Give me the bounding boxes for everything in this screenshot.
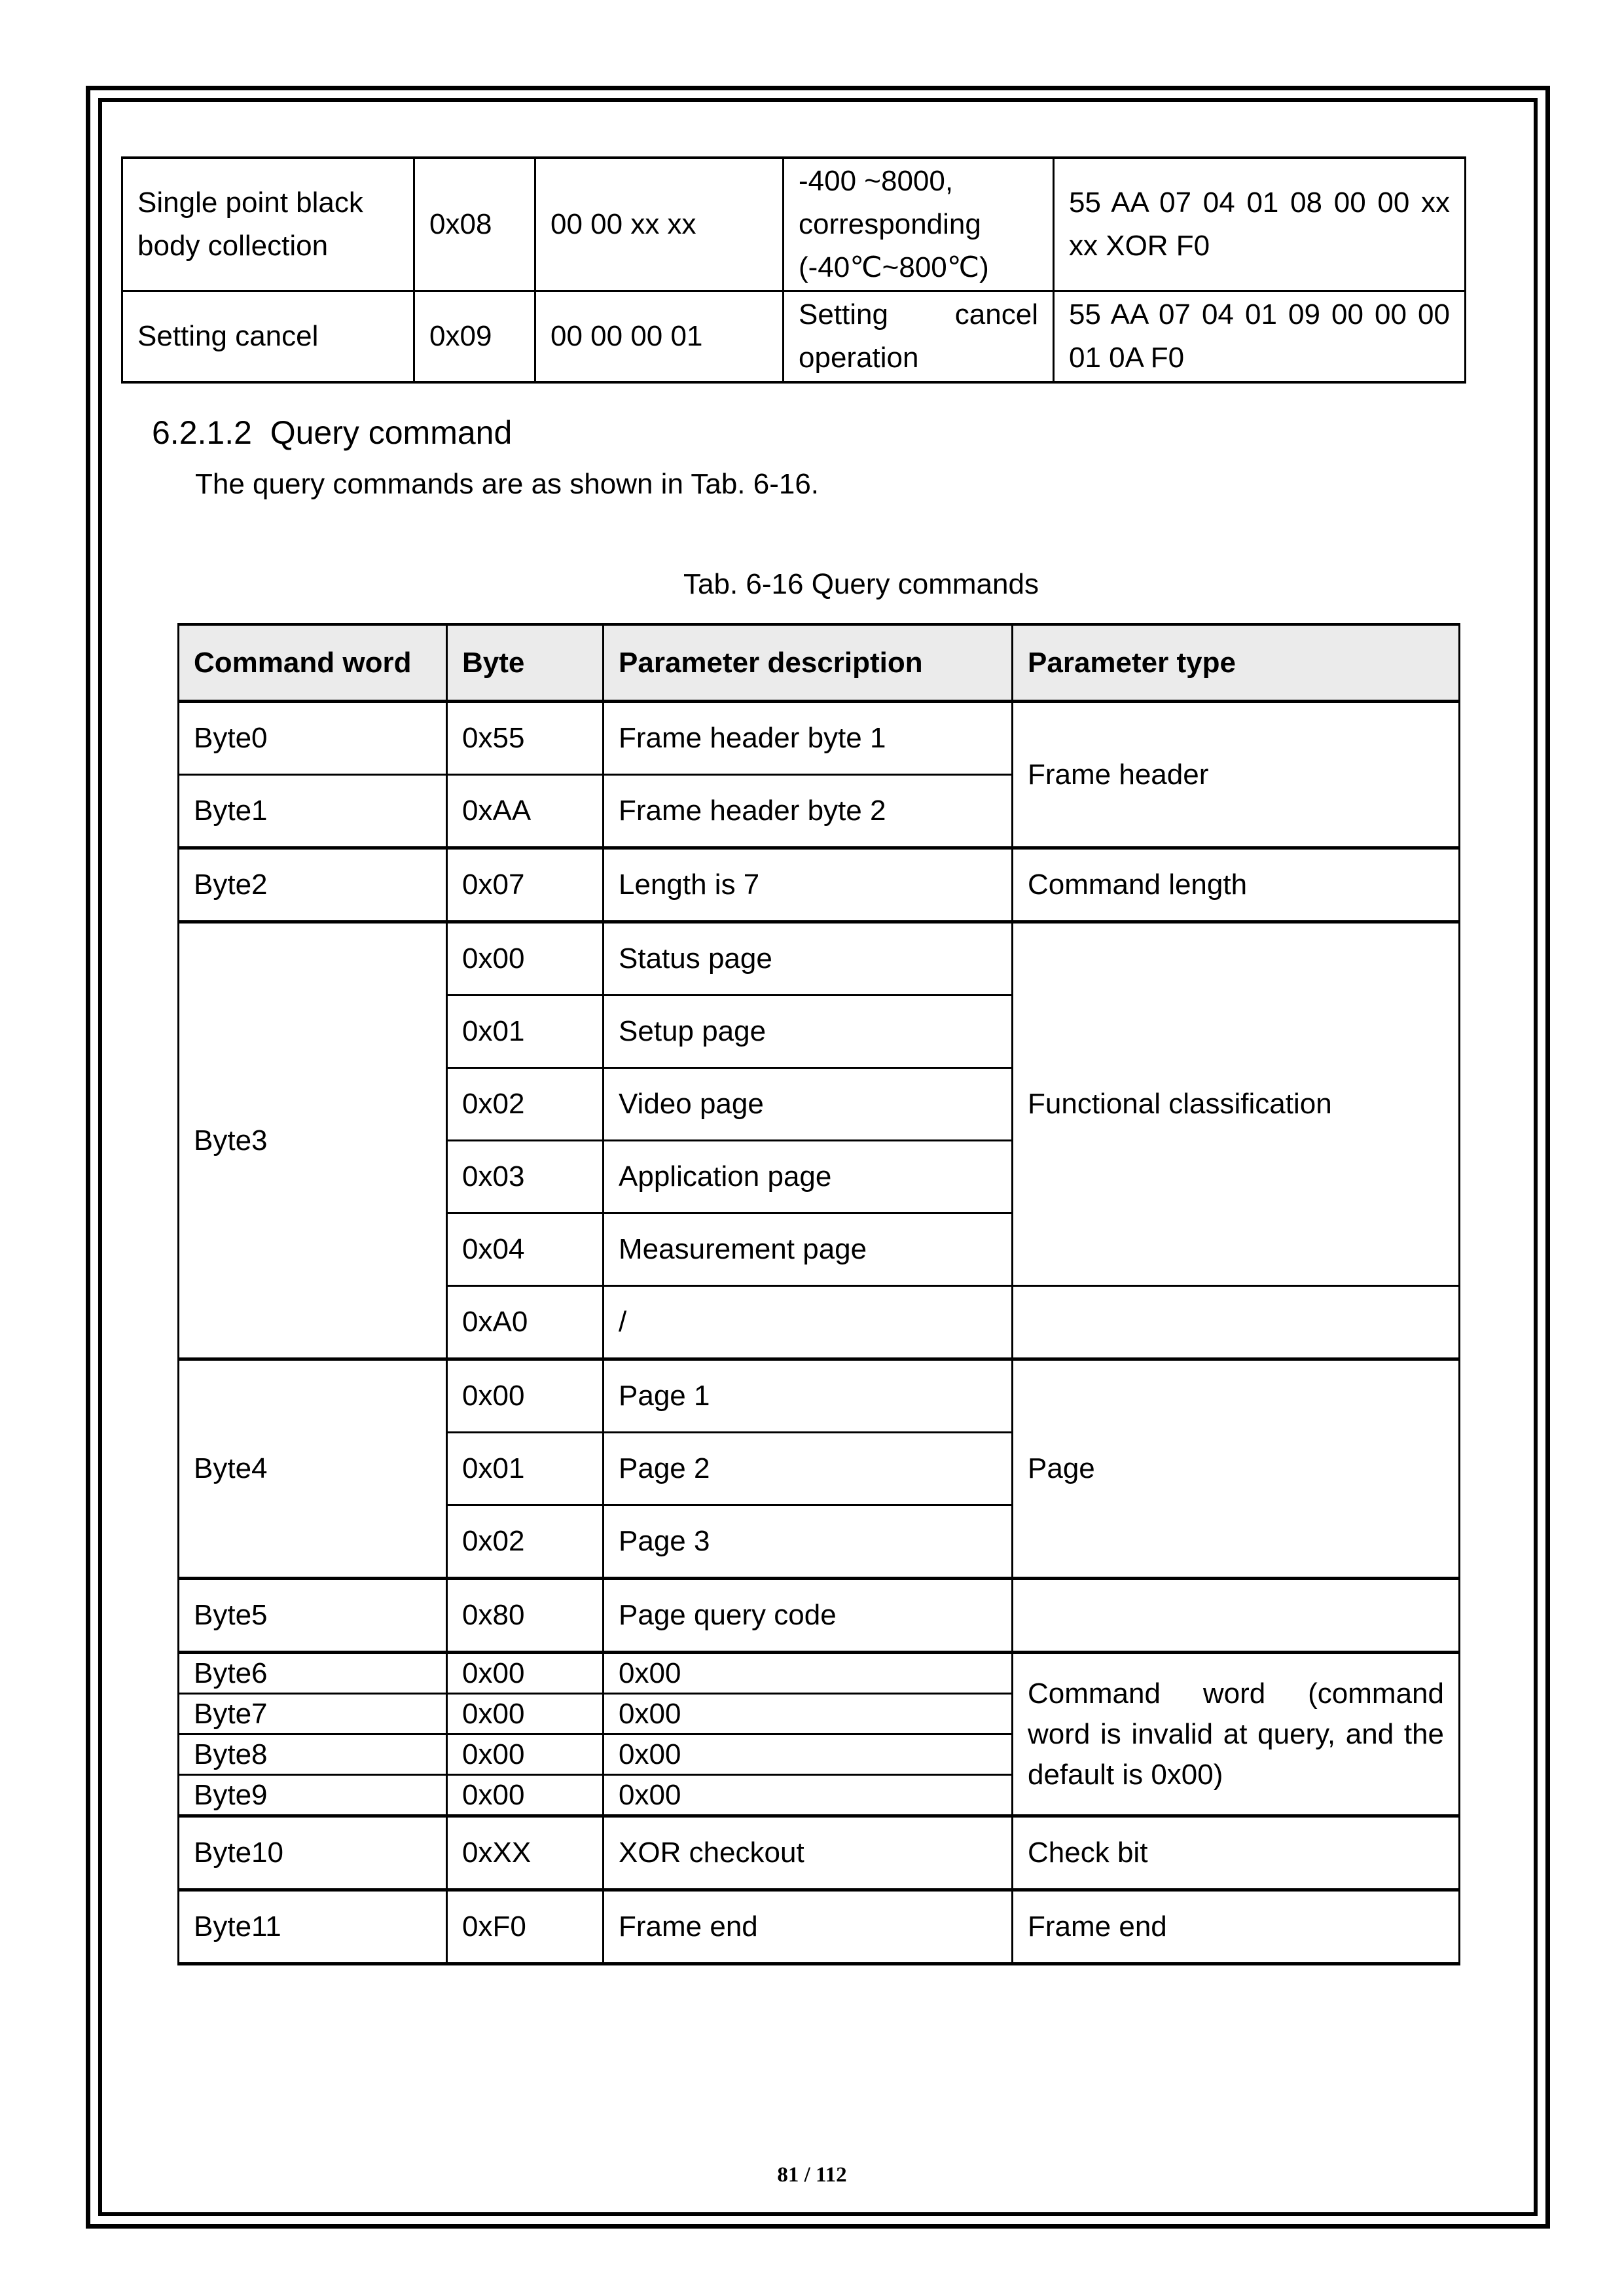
query-commands-table — [177, 623, 1460, 1965]
command-word: Byte2 — [179, 848, 447, 922]
parameter-description: Video page — [604, 1068, 1013, 1141]
byte-value: 0x00 — [447, 1359, 604, 1433]
command-data: 00 00 xx xx — [535, 158, 784, 291]
table-row — [179, 1579, 1460, 1653]
parameter-description: / — [604, 1286, 1013, 1359]
header-command-word: Command word — [179, 624, 447, 702]
table-row — [179, 1359, 1460, 1433]
parameter-type — [1013, 1579, 1460, 1653]
section-number: 6.2.1.2 — [152, 414, 252, 451]
section-body: The query commands are as shown in Tab. 6-16. — [195, 468, 820, 500]
parameter-type: Functional classification — [1013, 922, 1460, 1286]
command-word: Byte10 — [179, 1816, 447, 1890]
command-word: Byte11 — [179, 1890, 447, 1964]
parameter-description: 0x00 — [604, 1734, 1013, 1775]
setting-commands-table-continued — [121, 156, 1466, 384]
table-caption: Tab. 6-16 Query commands — [683, 568, 1039, 600]
parameter-description: Frame end — [604, 1890, 1013, 1964]
command-word: Byte3 — [179, 922, 447, 1359]
byte-value: 0x02 — [447, 1068, 604, 1141]
command-word: Byte8 — [179, 1734, 447, 1775]
section-heading — [152, 414, 512, 452]
parameter-type: Command length — [1013, 848, 1460, 922]
table-row — [179, 702, 1460, 775]
table-row — [179, 922, 1460, 996]
byte-value: 0x00 — [447, 1653, 604, 1694]
command-example: 55 AA 07 04 01 09 00 00 00 01 0A F0 — [1054, 291, 1466, 382]
command-word: Byte9 — [179, 1775, 447, 1816]
byte-value: 0x00 — [447, 1775, 604, 1816]
parameter-description: Page query code — [604, 1579, 1013, 1653]
section-title: Query command — [270, 414, 513, 451]
table-row — [122, 158, 1466, 291]
command-range: Setting cancel operation — [784, 291, 1054, 382]
byte-value: 0x00 — [447, 1734, 604, 1775]
command-word: Byte6 — [179, 1653, 447, 1694]
byte-value: 0x00 — [447, 922, 604, 996]
parameter-description: 0x00 — [604, 1775, 1013, 1816]
byte-value: 0xA0 — [447, 1286, 604, 1359]
byte-value: 0x01 — [447, 996, 604, 1068]
parameter-description: Status page — [604, 922, 1013, 996]
byte-value: 0x04 — [447, 1213, 604, 1286]
parameter-type: Frame end — [1013, 1890, 1460, 1964]
command-code: 0x08 — [414, 158, 535, 291]
table-row — [122, 291, 1466, 382]
command-word: Byte1 — [179, 775, 447, 848]
table-row — [179, 1653, 1460, 1694]
command-name: Setting cancel — [122, 291, 414, 382]
parameter-type: Page — [1013, 1359, 1460, 1579]
byte-value: 0xF0 — [447, 1890, 604, 1964]
command-word: Byte5 — [179, 1579, 447, 1653]
parameter-description: Measurement page — [604, 1213, 1013, 1286]
parameter-description: 0x00 — [604, 1653, 1013, 1694]
command-word: Byte4 — [179, 1359, 447, 1579]
byte-value: 0xAA — [447, 775, 604, 848]
parameter-description: Setup page — [604, 996, 1013, 1068]
command-example: 55 AA 07 04 01 08 00 00 xx xx XOR F0 — [1054, 158, 1466, 291]
byte-value: 0x03 — [447, 1141, 604, 1213]
command-code: 0x09 — [414, 291, 535, 382]
command-word: Byte7 — [179, 1694, 447, 1734]
parameter-type: Frame header — [1013, 702, 1460, 848]
parameter-description: XOR checkout — [604, 1816, 1013, 1890]
byte-value: 0x01 — [447, 1433, 604, 1505]
parameter-description: 0x00 — [604, 1694, 1013, 1734]
table-row — [179, 1890, 1460, 1964]
command-range: -400 ~8000, corresponding (-40℃~800℃) — [784, 158, 1054, 291]
parameter-type-empty — [1013, 1286, 1460, 1359]
command-word: Byte0 — [179, 702, 447, 775]
header-byte: Byte — [447, 624, 604, 702]
parameter-description: Frame header byte 1 — [604, 702, 1013, 775]
command-data: 00 00 00 01 — [535, 291, 784, 382]
header-parameter-type: Parameter type — [1013, 624, 1460, 702]
page-number: 81 / 112 — [777, 2163, 847, 2187]
parameter-description: Frame header byte 2 — [604, 775, 1013, 848]
parameter-description: Page 1 — [604, 1359, 1013, 1433]
byte-value: 0x00 — [447, 1694, 604, 1734]
byte-value: 0x07 — [447, 848, 604, 922]
byte-value: 0x55 — [447, 702, 604, 775]
byte-value: 0xXX — [447, 1816, 604, 1890]
byte-value: 0x02 — [447, 1505, 604, 1579]
table-row — [179, 848, 1460, 922]
parameter-description: Page 3 — [604, 1505, 1013, 1579]
byte-value: 0x80 — [447, 1579, 604, 1653]
parameter-description: Length is 7 — [604, 848, 1013, 922]
parameter-description: Page 2 — [604, 1433, 1013, 1505]
parameter-type: Command word (command word is invalid at query, and the default is 0x00) — [1013, 1653, 1460, 1816]
parameter-description: Application page — [604, 1141, 1013, 1213]
parameter-type: Check bit — [1013, 1816, 1460, 1890]
table-header-row — [179, 624, 1460, 702]
header-parameter-description: Parameter description — [604, 624, 1013, 702]
table-row — [179, 1816, 1460, 1890]
command-name: Single point black body collection — [122, 158, 414, 291]
